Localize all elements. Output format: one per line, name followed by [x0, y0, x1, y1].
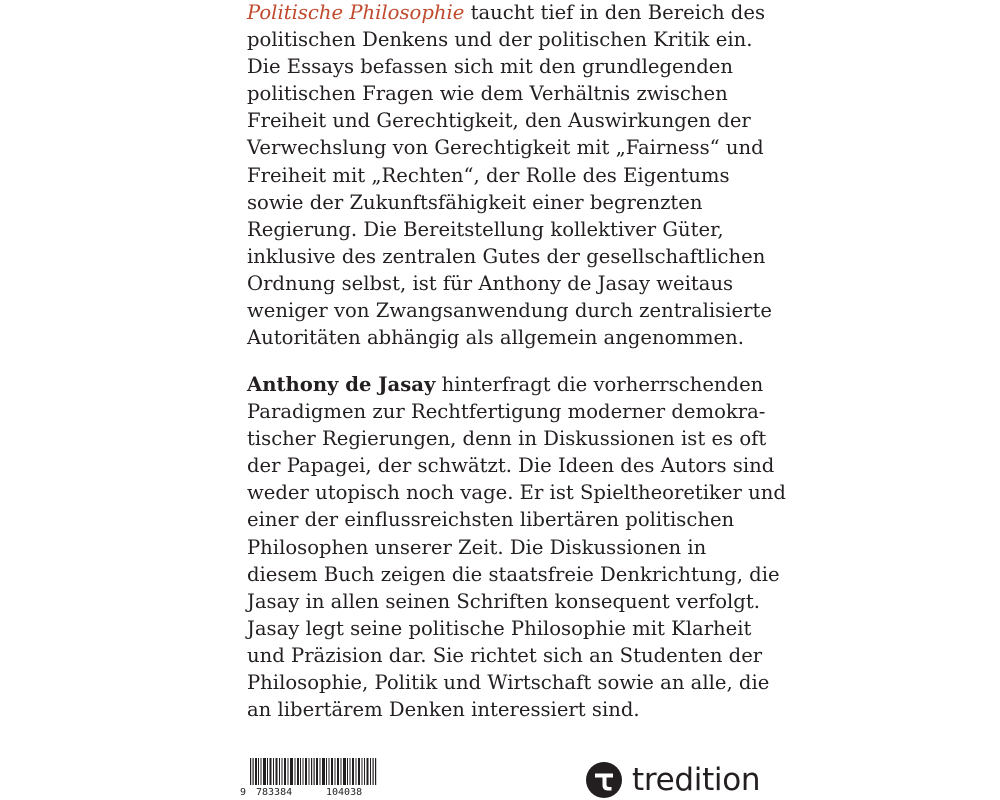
barcode-bar	[358, 758, 360, 785]
barcode-bar	[370, 758, 371, 785]
book-title: Politische Philosophie	[247, 1, 465, 24]
blurb-line: sowie der Zukunftsfähigkeit einer begrenzten	[247, 190, 703, 214]
isbn-right-group: 104038	[326, 787, 363, 798]
barcode-bar	[341, 758, 342, 785]
blurb-paragraph-1	[247, 0, 772, 351]
barcode-bar	[316, 758, 318, 785]
blurb-line: der Papagei, der schwätzt. Die Ideen des Autors sind	[247, 454, 775, 478]
publisher-name: tredition	[632, 762, 761, 798]
blurb-line: Verwechslung von Gerechtigkeit mit „Fairness“ und	[247, 136, 764, 160]
isbn-lead-digit: 9	[240, 787, 247, 798]
barcode-bar	[343, 758, 346, 785]
blurb-line: weder utopisch noch vage. Er ist Spieltheoretiker und	[247, 481, 786, 505]
barcode-bar	[367, 758, 369, 785]
barcode-bar	[284, 758, 286, 785]
blurb-first-line-rest: taucht tief in den Bereich des	[464, 1, 765, 24]
barcode-bar	[270, 758, 272, 785]
barcode-bar	[261, 758, 262, 785]
blurb-line: Jasay in allen seinen Schriften konsequent verfolgt.	[247, 589, 760, 613]
blurb-line: Regierung. Die Bereitstellung kollektiver Güter,	[247, 217, 724, 241]
barcode-bar	[320, 758, 321, 785]
barcode-bar	[288, 758, 289, 785]
blurb-line: Freiheit und Gerechtigkeit, den Auswirkungen der	[247, 109, 751, 133]
blurb-line: weniger von Zwangsanwendung durch zentralisierte	[247, 299, 772, 323]
blurb-line: Ordnung selbst, ist für Anthony de Jasay weitaus	[247, 271, 734, 295]
blurb-line: Freiheit mit „Rechten“, der Rolle des Eigentums	[247, 163, 730, 187]
barcode-bar	[300, 758, 301, 785]
barcode-bar	[290, 758, 293, 785]
barcode-bar	[364, 758, 365, 785]
barcode-bar	[326, 758, 327, 785]
barcode-bar	[356, 758, 357, 785]
barcode-bar	[335, 758, 336, 785]
blurb-line: einer der einflussreichsten libertären politischen	[247, 508, 735, 532]
barcode-bar	[331, 758, 333, 785]
blurb-line: politischen Denkens und der politischen Kritik ein.	[247, 28, 753, 52]
barcode-bar	[350, 758, 351, 785]
author-name: Anthony de Jasay	[247, 373, 436, 396]
barcode-bar	[362, 758, 363, 785]
blurb-line: Philosophie, Politik und Wirtschaft sowie an alle, die	[247, 671, 770, 695]
barcode-bar	[305, 758, 307, 785]
blurb-line: tischer Regierungen, denn in Diskussionen ist es oft	[247, 427, 767, 451]
barcode-bar	[309, 758, 310, 785]
barcode-bar	[295, 758, 296, 785]
isbn-left-group: 783384	[256, 787, 293, 798]
blurb-line: an libertärem Denken interessiert sind.	[247, 698, 640, 722]
tredition-t-logo-icon	[586, 762, 622, 798]
barcode-bar	[297, 758, 299, 785]
barcode-bar	[279, 758, 280, 785]
barcode-bar	[322, 758, 325, 785]
blurb-line: Paradigmen zur Rechtfertigung moderner demokra-	[247, 400, 766, 424]
blurb-line: Jasay legt seine politische Philosophie mit Klarheit	[247, 616, 752, 640]
barcode-bar	[258, 758, 259, 785]
blurb-first-line-rest: hinterfragt die vorherrschenden	[435, 373, 764, 396]
blurb-line: Autoritäten abhängig als allgemein angenommen.	[247, 326, 745, 350]
barcode-bar	[303, 758, 304, 785]
blurb-line: Die Essays befassen sich mit den grundlegenden	[247, 55, 734, 79]
barcode-bar	[352, 758, 354, 785]
barcode-bar	[347, 758, 348, 785]
barcode-bar	[329, 758, 330, 785]
blurb-line: und Präzision dar. Sie richtet sich an Studenten der	[247, 643, 763, 667]
barcode-bar	[267, 758, 268, 785]
barcode-bar	[263, 758, 266, 785]
isbn-digits	[240, 785, 385, 800]
publisher-branding	[586, 760, 760, 800]
blurb-paragraph-2	[247, 371, 786, 723]
barcode-bar	[276, 758, 278, 785]
barcode-bar	[337, 758, 339, 785]
blurb-line: diesem Buch zeigen die staatsfreie Denkrichtung, die	[247, 562, 780, 586]
blurb-line: inklusive des zentralen Gutes der gesellschaftlichen	[247, 244, 766, 268]
blurb-line	[247, 0, 767, 26]
barcode-bar	[255, 758, 257, 785]
blurb-line: politischen Fragen wie dem Verhältnis zwischen	[247, 82, 728, 106]
barcode-bar	[282, 758, 283, 785]
blurb-line: Philosophen unserer Zeit. Die Diskussionen in	[247, 535, 707, 559]
barcode-bar	[273, 758, 274, 785]
blurb-line	[247, 371, 767, 398]
